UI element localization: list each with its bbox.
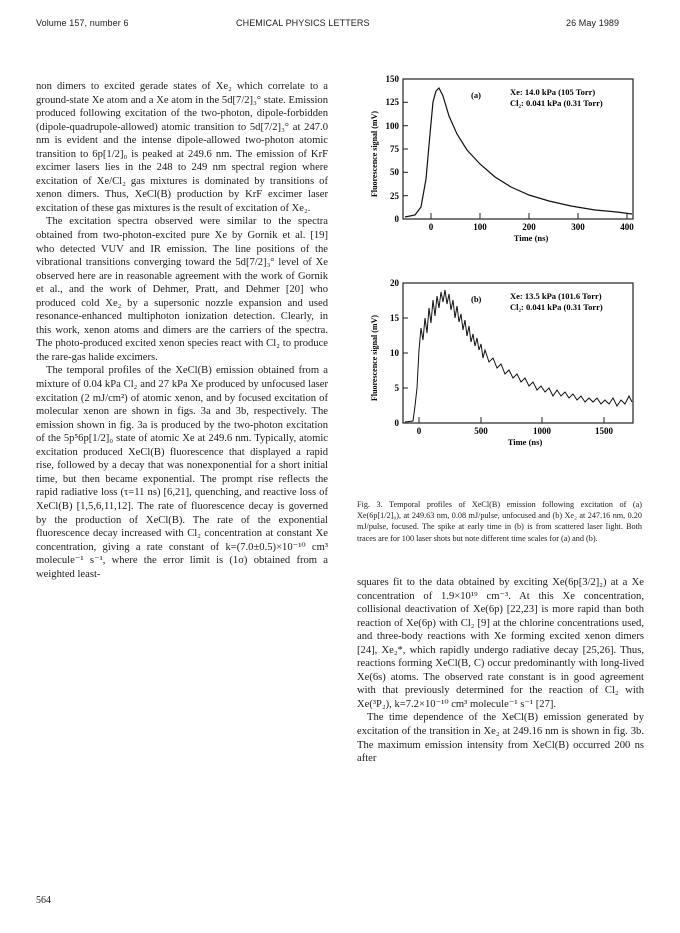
panel-b-ytick: 10	[390, 348, 399, 358]
paragraph: squares fit to the data obtained by exciting Xe(6p[3/2]₂) at a Xe concentration of 1.9×10¹⁹ cm⁻³. At this Xe concentration, collisional deactivation of Xe(6p) [22,23] is more rapid than both reaction of Xe(6p) with Cl₂ [9] at the chlorine concentrations used, and three-body reactions with Xe forming excited xenon dimers [24], Xe₂*, which rapidly undergo radiative decay [25,26]. Thus, reactions forming XeCl(B, C) occur predominantly with long-lived Xe(6s) atoms. The observed rate constant is in good agreement with that previously determined for the reaction of Cl₂ with Xe(³P₂), k=7.2×10⁻¹⁰ cm³ molecule⁻¹ s⁻¹ [27].	[357, 577, 644, 710]
panel-a-ytick: 125	[385, 97, 399, 107]
panel-a-ytick: 25	[390, 191, 399, 201]
panel-b-label: (b)	[471, 294, 482, 304]
panel-a-ytick: 100	[385, 121, 399, 131]
panel-a-ytick: 0	[394, 214, 399, 224]
panel-b-legend-cl2: Cl₂: 0.041 kPa (0.31 Torr)	[510, 302, 603, 312]
panel-b-xtick: 1500	[595, 426, 613, 436]
panel-a-ylabel: Fluorescence signal (mV)	[370, 110, 379, 198]
running-header-journal: CHEMICAL PHYSICS LETTERS	[236, 18, 370, 28]
panel-b-ytick: 15	[390, 313, 399, 323]
paragraph: The time dependence of the XeCl(B) emission generated by excitation of the transition in Xe₂ at 249.16 nm is shown in fig. 3b. The maximum emission intensity from XeCl(B) occurred 200 ns after	[357, 712, 644, 765]
panel-b-ytick: 5	[394, 383, 399, 393]
running-header-volume: Volume 157, number 6	[36, 18, 129, 28]
panel-b-xtick: 500	[474, 426, 488, 436]
panel-a-ytick: 75	[390, 144, 399, 154]
paragraph: non dimers to excited gerade states of Xe₂ which correlate to a ground-state Xe atom and a Xe atom in the 5d[7/2]₃° state. Emission produced following excitation of the two-photon, dipole-forbidden (dipole-quadrupole-allowed) atomic transition to 5d[7/2]₃° at 247.0 nm is evident and the intense dipole-allowed two-photon atomic transition to 6p[1/2]₀ is peaked at 249.6 nm. The emission of KrF excimer lasers lies in the 248 to 249 nm spectral region where excitation of Xe/Cl₂ gas mixtures is dominated by transitions of xenon dimers. Thus, XeCl(B) production by KrF excimer laser excitation of these gas mixtures is the result of excitation of Xe₂.	[36, 81, 328, 214]
panel-b-ylabel: Fluorescence signal (mV)	[370, 314, 379, 402]
panel-a-xtick: 100	[473, 222, 487, 232]
paragraph: The excitation spectra observed were similar to the spectra obtained from two-photon-excited pure Xe by Gornik et al. [19] who detected VUV and IR emission. The line positions of the vibrational transitions converging toward the 5d[7/2]₃° level of Xe observed here are in reasonable agreement with the work of Gornik et al., and the work of Dehmer, Pratt, and Dehmer [20] who produced cold Xe₂ by a supersonic nozzle expansion and used resonance-enhanced multiphoton ionization detection. Clearly, in this work, xenon atoms and dimers are the carriers of the spectra. The photo-produced excited xenon species react with Cl₂ to produce the rare-gas halide excimers.	[36, 216, 328, 363]
panel-b-xtick: 0	[416, 426, 422, 436]
panel-a-xtick: 200	[522, 222, 536, 232]
panel-a-xlabel: Time (ns)	[513, 233, 549, 243]
panel-a-label: (a)	[471, 90, 481, 100]
panel-a-ytick: 50	[390, 167, 399, 177]
page-number: 564	[36, 895, 51, 906]
paragraph: The temporal profiles of the XeCl(B) emission obtained from a mixture of 0.04 kPa Cl₂ and 27 kPa Xe produced by unfocused laser excitation (2 mJ/cm²) of atomic xenon, and by focused excitation of molecular xenon are shown in figs. 3a and 3b, respectively. The emission shown in fig. 3a is produced by the two-photon excitation of the 5p⁵6p[1/2]₀ state of atomic Xe at 249.6 nm. Typically, atomic excitation produced XeCl(B) fluorescence that displayed a rapid rise, followed by a decay that was nonexponential for a short initial time, but then became exponential. The prompt rise reflects the rapid radiative loss (τ=11 ns) [6,21], quenching, and reactive loss of XeCl(B) [1,5,6,11,12]. The rate of fluorescence decay is governed by the production of XeCl(B). The rate of the exponential fluorescence decay increased with Cl₂ concentration at constant Xe concentration, giving a rate constant of k=(7.0±0.5)×10⁻¹⁰ cm³ molecule⁻¹ s⁻¹, where the error limit is (1σ) obtained from a weighted least-	[36, 365, 328, 580]
panel-a-xtick: 300	[571, 222, 585, 232]
panel-a-xtick: 400	[620, 222, 634, 232]
panel-a-legend-xe: Xe: 14.0 kPa (105 Torr)	[510, 87, 596, 97]
panel-a-legend-cl2: Cl₂: 0.041 kPa (0.31 Torr)	[510, 98, 603, 108]
panel-b-xtick: 1000	[533, 426, 551, 436]
figure-3a	[355, 74, 645, 254]
right-column	[357, 576, 644, 766]
running-header-date: 26 May 1989	[566, 18, 620, 28]
panel-b-ytick: 0	[394, 418, 399, 428]
figure-3b	[355, 278, 645, 458]
panel-a-ytick: 150	[385, 74, 399, 84]
figure-caption: Fig. 3. Temporal profiles of XeCl(B) emission following excitation of (a) Xe(6p[1/2]₀), at 249.63 nm, 0.08 mJ/pulse, unfocused and (b) Xe₂ at 247.16 nm, 0.20 mJ/pulse, focused. The spike at early time in (b) is from scattered laser light. Both traces are for 100 laser shots but note different time scales for (a) and (b).	[357, 500, 642, 543]
panel-b-legend-xe: Xe: 13.5 kPa (101.6 Torr)	[510, 291, 602, 301]
panel-b-ytick: 20	[390, 278, 399, 288]
left-column	[36, 80, 328, 581]
panel-a-xtick: 0	[428, 222, 434, 232]
panel-b-xlabel: Time (ns)	[507, 437, 543, 447]
